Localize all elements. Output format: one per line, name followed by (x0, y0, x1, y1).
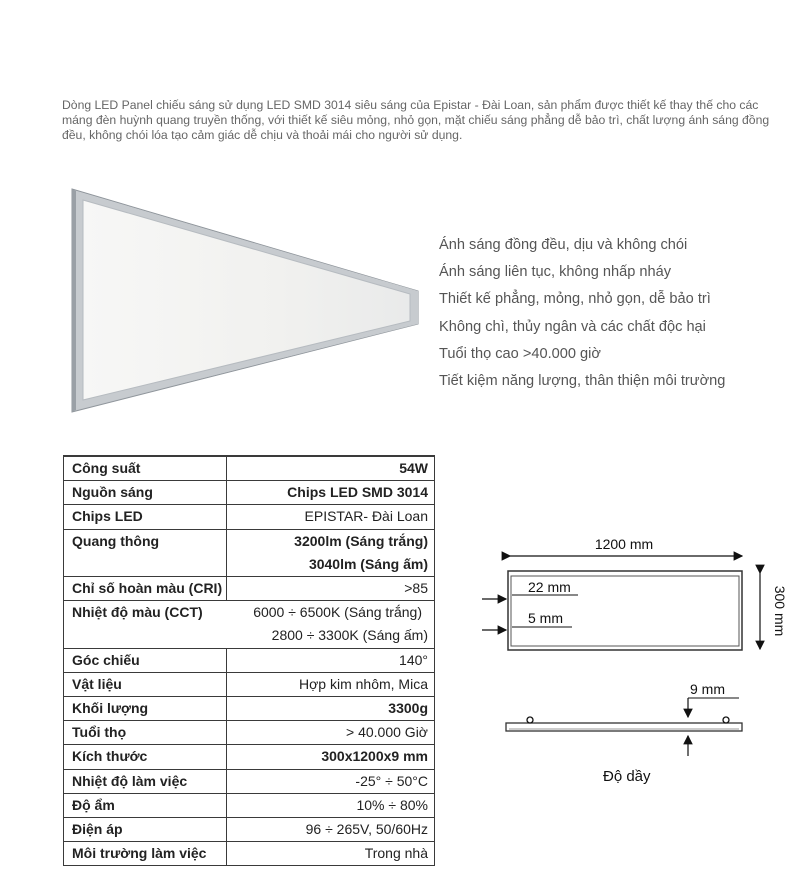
feature-item: Thiết kế phẳng, mỏng, nhỏ gọn, dễ bảo trì (439, 291, 711, 308)
dimension-diagram (476, 530, 800, 790)
feature-item: Ánh sáng liên tục, không nhấp nháy (439, 264, 672, 281)
spec-value: 3300g (227, 697, 435, 721)
spec-row-size (64, 745, 435, 769)
intro-paragraph: Dòng LED Panel chiếu sáng sử dụng LED SMD 3014 siêu sáng của Epistar - Đài Loan, sản phẩm được thiết kế thay thế cho các máng đèn huỳnh quang truyền thống, với thiết kế siêu mỏng, nhỏ gọn, mặt chiếu sáng phẳng dễ bảo trì, chất lượng ánh sáng đồng đều, không chói lóa tạo cảm giác dễ chịu và thoải mái cho người sử dụng. (62, 98, 770, 142)
spec-value: 10% ÷ 80% (227, 793, 435, 817)
panel-side-profile (506, 723, 742, 731)
spec-label: Công suất (64, 456, 227, 481)
spec-row-chips (64, 505, 435, 529)
led-panel-image (66, 186, 426, 416)
spec-value: >85 (227, 577, 435, 601)
spec-row-source (64, 481, 435, 505)
spec-label: Điện áp (64, 818, 227, 842)
spec-row-life (64, 721, 435, 745)
spec-value: EPISTAR- Đài Loan (227, 505, 435, 529)
spec-label (64, 529, 227, 576)
spec-label: Chips LED (64, 505, 227, 529)
spec-row-cct (64, 601, 435, 648)
spec-row-humidity (64, 793, 435, 817)
spec-label: Tuổi thọ (64, 721, 227, 745)
spec-value: Chips LED SMD 3014 (227, 481, 435, 505)
feature-item: Tiết kiệm năng lượng, thân thiện môi trường (439, 372, 726, 389)
spec-row-power (64, 456, 435, 481)
mounting-hook-right (723, 717, 729, 723)
spec-value: 54W (227, 456, 435, 481)
spec-value: Hợp kim nhôm, Mica (227, 672, 435, 696)
spec-label: Kích thước (64, 745, 227, 769)
spec-table (63, 455, 435, 866)
spec-cct-cell (64, 601, 435, 648)
spec-label: Độ ẩm (64, 793, 227, 817)
spec-row-env (64, 842, 435, 866)
thickness-value-label: 9 mm (690, 681, 725, 697)
spec-label: Nhiệt độ màu (CCT) (72, 604, 203, 621)
border-outer-label: 22 mm (528, 579, 571, 595)
feature-item: Tuổi thọ cao >40.000 giờ (439, 345, 601, 362)
feature-item: Ánh sáng đồng đều, dịu và không chói (439, 237, 688, 253)
spec-value: -25° ÷ 50°C (227, 769, 435, 793)
spec-row-flux (64, 529, 435, 576)
spec-value-line: 3200lm (Sáng trắng) (294, 532, 428, 549)
spec-value: 300x1200x9 mm (227, 745, 435, 769)
spec-label: Vật liệu (64, 672, 227, 696)
spec-row-weight (64, 697, 435, 721)
feature-list (439, 232, 725, 395)
spec-label: Khối lượng (64, 697, 227, 721)
spec-row-material (64, 672, 435, 696)
length-label: 1200 mm (594, 536, 654, 552)
spec-label: Nhiệt độ làm việc (64, 769, 227, 793)
spec-value: Trong nhà (227, 842, 435, 866)
border-inner-label: 5 mm (528, 610, 563, 626)
spec-value-line: 6000 ÷ 6500K (Sáng trắng) (253, 604, 422, 621)
feature-item: Không chì, thủy ngân và các chất độc hại (439, 318, 706, 335)
spec-label: Góc chiếu (64, 648, 227, 672)
spec-row-cri (64, 577, 435, 601)
spec-value-line: 2800 ÷ 3300K (Sáng ấm) (271, 627, 428, 644)
spec-row-angle (64, 648, 435, 672)
spec-row-voltage (64, 818, 435, 842)
thickness-label: Độ dầy (603, 768, 651, 785)
spec-value: 96 ÷ 265V, 50/60Hz (227, 818, 435, 842)
spec-value (227, 529, 435, 576)
spec-label: Chỉ số hoàn màu (CRI) (64, 577, 227, 601)
mounting-hook-left (527, 717, 533, 723)
spec-value: > 40.000 Giờ (227, 721, 435, 745)
spec-label-text: Quang thông (72, 532, 160, 549)
spec-label: Nguồn sáng (64, 481, 227, 505)
spec-value-line: 3040lm (Sáng ấm) (308, 555, 428, 572)
spec-label: Môi trường làm việc (64, 842, 227, 866)
spec-value: 140° (227, 648, 435, 672)
width-label: 300 mm (772, 585, 788, 637)
spec-row-temp (64, 769, 435, 793)
